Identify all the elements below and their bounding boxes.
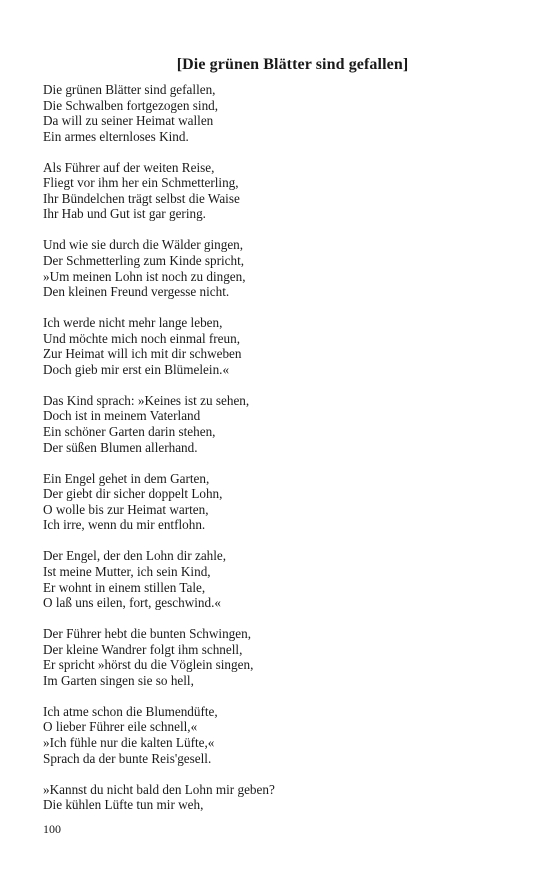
- poem-line: Ein Engel gehet in dem Garten,: [43, 470, 210, 486]
- stanza: [43, 471, 523, 533]
- stanza: [43, 160, 523, 222]
- poem-line: Der kleine Wandrer folgt ihm schnell,: [43, 641, 243, 657]
- poem-line: Ein schöner Garten darin stehen,: [43, 424, 216, 440]
- poem-line: Der Schmetterling zum Kinde spricht,: [43, 253, 245, 269]
- poem-line: »Kannst du nicht bald den Lohn mir geben?: [43, 781, 275, 797]
- stanza: [43, 548, 523, 610]
- poem-line: Er spricht »hörst du die Vöglein singen,: [43, 657, 254, 673]
- poem-line: Ihr Hab und Gut ist gar gering.: [43, 206, 206, 222]
- stanza: [43, 704, 523, 766]
- poem-line: »Ich fühle nur die kalten Lüfte,«: [43, 734, 215, 750]
- poem-line: Ihr Bündelchen trägt selbst die Waise: [43, 190, 240, 206]
- poem-line: Doch ist in meinem Vaterland: [43, 408, 201, 424]
- poem-line: Da will zu seiner Heimat wallen: [43, 113, 214, 129]
- poem-line: Den kleinen Freund vergesse nicht.: [43, 284, 230, 300]
- poem-line: Der Führer hebt die bunten Schwingen,: [43, 626, 252, 642]
- poem-line: Er wohnt in einem stillen Tale,: [43, 579, 206, 595]
- poem-line: Der süßen Blumen allerhand.: [43, 439, 198, 455]
- poem-line: Ich werde nicht mehr lange leben,: [43, 315, 223, 331]
- poem-line: Im Garten singen sie so hell,: [43, 672, 194, 688]
- poem-title: [0, 56, 500, 74]
- poem-body: [43, 82, 523, 828]
- poem-line: Ist meine Mutter, ich sein Kind,: [43, 563, 211, 579]
- poem-line: Ich irre, wenn du mir entflohn.: [43, 517, 206, 533]
- poem-title-text: [Die grünen Blätter sind gefallen]: [176, 56, 409, 73]
- stanza: [43, 782, 523, 813]
- poem-line: Und möchte mich noch einmal freun,: [43, 330, 241, 346]
- poem-line: »Um meinen Lohn ist noch zu dingen,: [43, 268, 246, 284]
- page-number: 100: [43, 822, 61, 836]
- stanza: [43, 82, 523, 144]
- poem-line: Ich atme schon die Blumendüfte,: [43, 703, 218, 719]
- poem-line: O laß uns eilen, fort, geschwind.«: [43, 595, 221, 611]
- stanza: [43, 626, 523, 688]
- stanza: [43, 393, 523, 455]
- poem-line: Der Engel, der den Lohn dir zahle,: [43, 548, 227, 564]
- poem-line: Der giebt dir sicher doppelt Lohn,: [43, 486, 223, 502]
- poem-line: O wolle bis zur Heimat warten,: [43, 501, 209, 517]
- poem-line: Fliegt vor ihm her ein Schmetterling,: [43, 175, 239, 191]
- poem-line: Ein armes elternloses Kind.: [43, 128, 189, 144]
- poem-line: Die kühlen Lüfte tun mir weh,: [43, 797, 204, 813]
- stanza: [43, 315, 523, 377]
- poem-line: Und wie sie durch die Wälder gingen,: [43, 237, 244, 253]
- poem-line: Doch gieb mir erst ein Blümelein.«: [43, 361, 230, 377]
- poem-line: Zur Heimat will ich mit dir schweben: [43, 346, 242, 362]
- poem-line: Sprach da der bunte Reis'gesell.: [43, 750, 212, 766]
- poem-line: O lieber Führer eile schnell,«: [43, 719, 198, 735]
- stanza: [43, 237, 523, 299]
- poem-line: Das Kind sprach: »Keines ist zu sehen,: [43, 392, 250, 408]
- poem-line: Als Führer auf der weiten Reise,: [43, 159, 215, 175]
- poem-line: Die grünen Blätter sind gefallen,: [43, 82, 216, 97]
- poem-line: Die Schwalben fortgezogen sind,: [43, 97, 219, 113]
